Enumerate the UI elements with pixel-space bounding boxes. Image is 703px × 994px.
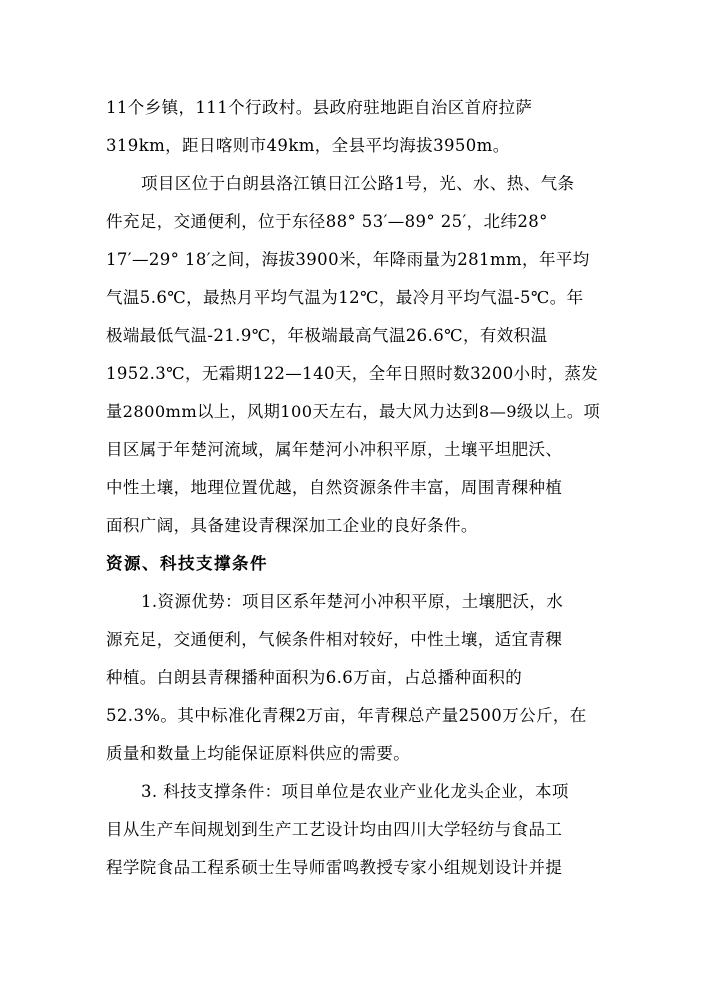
text-line: 中性土壤，地理位置优越，自然资源条件丰富，周围青稞种植	[106, 478, 563, 497]
section-heading: 资源、科技支撑条件	[106, 554, 268, 573]
text-line: 质量和数量上均能保证原料供应的需要。	[106, 744, 411, 763]
text-line: 种植。白朗县青稞播种面积为6.6万亩，占总播种面积的	[106, 668, 523, 687]
text-line: 52.3%。其中标准化青稞2万亩，年青稞总产量2500万公斤，在	[106, 706, 587, 725]
text-line: 件充足，交通便利，位于东径88° 53′—89° 25′，北纬28°	[106, 212, 548, 231]
text-line: 17′—29° 18′之间，海拔3900米，年降雨量为281mm，年平均	[106, 250, 590, 269]
text-line: 源充足，交通便利，气候条件相对较好，中性土壤，适宜青稞	[106, 630, 563, 649]
text-line: 项目区位于白朗县洛江镇日江公路1号，光、水、热、气条	[141, 174, 575, 193]
text-line: 量2800mm以上，风期100天左右，最大风力达到8—9级以上。项	[106, 402, 601, 421]
text-line: 319km，距日喀则市49km，全县平均海拔3950m。	[106, 136, 510, 155]
text-line: 1952.3℃，无霜期122—140天，全年日照时数3200小时，蒸发	[106, 364, 599, 383]
text-line: 1.资源优势：项目区系年楚河小冲积平原，土壤肥沃，水	[141, 592, 564, 611]
text-line: 11个乡镇，111个行政村。县政府驻地距自治区首府拉萨	[106, 98, 533, 117]
text-line: 面积广阔，具备建设青稞深加工企业的良好条件。	[106, 516, 478, 535]
text-line: 3. 科技支撑条件：项目单位是农业产业化龙头企业，本项	[141, 782, 569, 801]
text-line: 目从生产车间规划到生产工艺设计均由四川大学轻纺与食品工	[106, 820, 563, 839]
text-line: 气温5.6℃，最热月平均气温为12℃，最冷月平均气温-5℃。年	[106, 288, 584, 307]
text-line: 程学院食品工程系硕士生导师雷鸣教授专家小组规划设计并提	[106, 858, 563, 877]
text-line: 极端最低气温-21.9℃，年极端最高气温26.6℃，有效积温	[106, 326, 548, 345]
text-line: 目区属于年楚河流域，属年楚河小冲积平原，土壤平坦肥沃、	[106, 440, 563, 459]
